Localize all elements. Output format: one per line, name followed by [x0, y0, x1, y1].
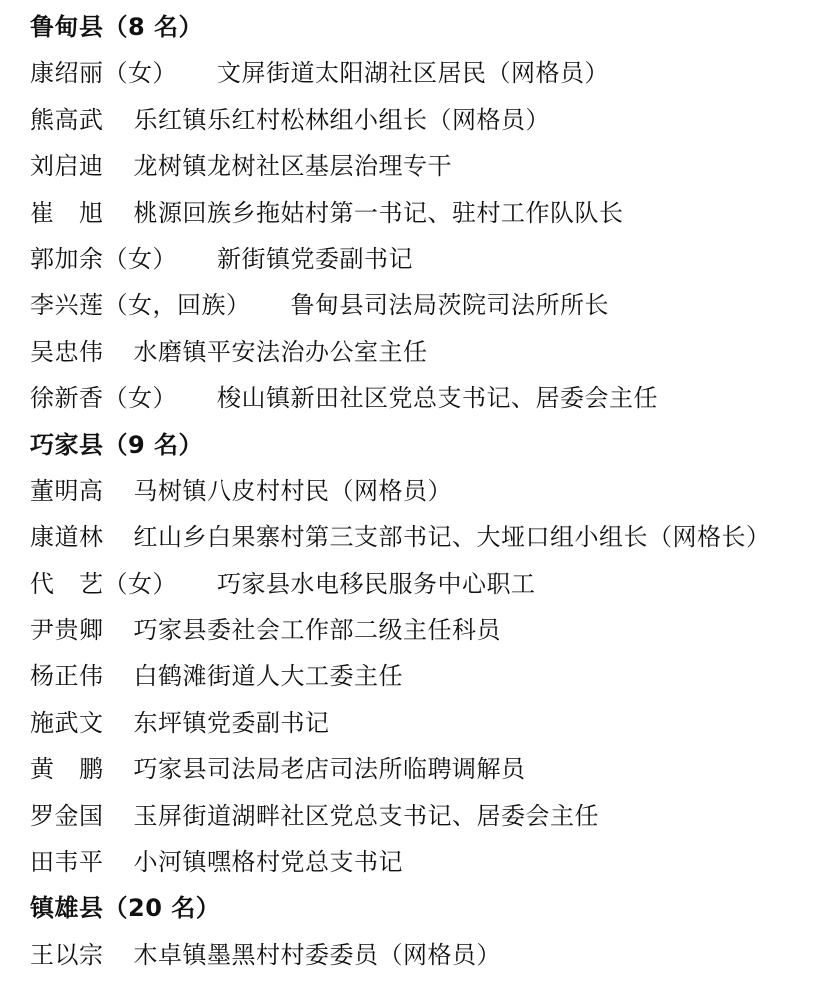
person-name: 熊高武 [30, 105, 104, 134]
person-name: 郭加余（女） [30, 244, 177, 273]
person-name: 代 艺（女） [30, 569, 177, 598]
list-item [30, 793, 816, 839]
person-name: 崔 旭 [30, 198, 104, 227]
section-heading: 巧家县（9 名） [30, 430, 204, 459]
person-role: 水磨镇平安法治办公室主任 [133, 337, 428, 366]
list-item [30, 190, 816, 236]
person-role: 新街镇党委副书记 [217, 244, 413, 273]
person-role: 乐红镇乐红村松林组小组长（网格员） [133, 105, 550, 134]
person-role: 文屏街道太阳湖社区居民（网格员） [217, 59, 609, 88]
person-role: 巧家县委社会工作部二级主任科员 [133, 616, 501, 645]
person-role: 巧家县司法局老店司法所临聘调解员 [133, 755, 526, 784]
list-item [30, 561, 816, 607]
list-item [30, 746, 816, 792]
person-role: 东坪镇党委副书记 [133, 708, 330, 737]
person-name: 杨正伟 [30, 662, 104, 691]
person-name: 黄 鹏 [30, 755, 104, 784]
person-name: 董明高 [30, 476, 104, 505]
list-item [30, 468, 816, 514]
list-item [30, 97, 816, 143]
person-role: 马树镇八皮村村民（网格员） [133, 476, 452, 505]
person-name: 尹贵卿 [30, 616, 104, 645]
person-name: 王以宗 [30, 940, 104, 969]
person-name: 施武文 [30, 708, 104, 737]
person-name: 李兴莲（女，回族） [30, 291, 251, 320]
list-item [30, 932, 816, 978]
list-item [30, 329, 816, 375]
list-item [30, 839, 816, 885]
person-role: 巧家县水电移民服务中心职工 [217, 569, 536, 598]
person-role: 红山乡白果寨村第三支部书记、大垭口组小组长（网格长） [133, 523, 771, 552]
list-item [30, 50, 816, 96]
person-name: 吴忠伟 [30, 337, 104, 366]
list-item [30, 653, 816, 699]
person-name: 刘启迪 [30, 152, 104, 181]
person-role: 小河镇嘿格村党总支书记 [133, 848, 403, 877]
list-item [30, 607, 816, 653]
person-name: 罗金国 [30, 801, 104, 830]
person-name: 康绍丽（女） [30, 59, 177, 88]
list-item [30, 700, 816, 746]
person-name: 康道林 [30, 523, 104, 552]
person-role: 木卓镇墨黑村村委委员（网格员） [133, 940, 501, 969]
list-item [30, 375, 816, 421]
list-item [30, 282, 816, 328]
person-role: 桃源回族乡拖姑村第一书记、驻村工作队队长 [133, 198, 624, 227]
person-role: 梭山镇新田社区党总支书记、居委会主任 [217, 384, 658, 413]
person-role: 玉屏街道湖畔社区党总支书记、居委会主任 [133, 801, 599, 830]
person-role: 鲁甸县司法局茨院司法所所长 [290, 291, 609, 320]
list-item [30, 514, 816, 560]
list-item [30, 143, 816, 189]
person-role: 龙树镇龙树社区基层治理专干 [133, 152, 452, 181]
section-heading: 镇雄县（20 名） [30, 894, 221, 923]
person-name: 徐新香（女） [30, 384, 177, 413]
person-role: 白鹤滩街道人大工委主任 [133, 662, 403, 691]
section-heading: 鲁甸县（8 名） [30, 13, 204, 41]
list-item [30, 236, 816, 282]
document-body [30, 4, 816, 978]
person-name: 田韦平 [30, 848, 104, 877]
